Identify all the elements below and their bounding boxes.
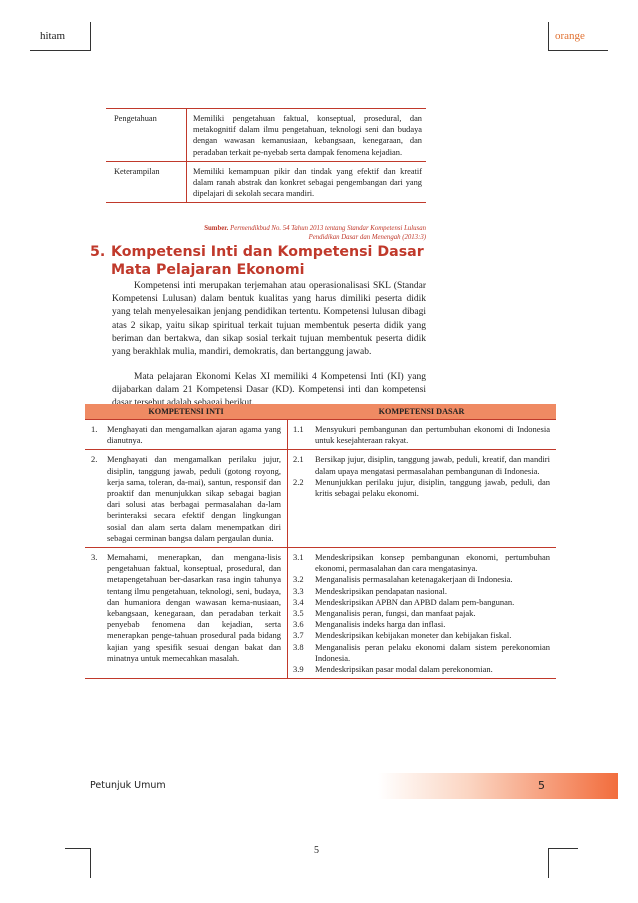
kd-item xyxy=(293,608,550,619)
kd-text: Mendeskripsikan APBN dan APBD dalam pem-bangunan. xyxy=(315,596,515,607)
ki-text: Menghayati dan mengamalkan ajaran agama yang dianutnya. xyxy=(107,424,281,446)
kd-number: 3.1 xyxy=(293,552,304,563)
table-header xyxy=(85,404,556,419)
ki-text: Menghayati dan mengamalkan perilaku jujur, disiplin, tanggung jawab, peduli (gotong royong, kerja sama, toleran, da-mai), santun, responsif dan proaktif dan menunjukkan sikap sebagai bagian dari solusi atas berbagai permasalahan da-lam berinteraksi secara efektif dengan lingkungan sosial dan alam serta dalam menempatkan diri sebagai cerminan bangsa dalam pergaulan dunia. xyxy=(107,454,281,543)
kd-number: 3.4 xyxy=(293,596,304,607)
kd-item xyxy=(293,642,550,664)
kd-item xyxy=(293,477,550,499)
kd-number: 3.8 xyxy=(293,641,304,652)
kd-text: Mendeskripsikan kebijakan moneter dan kebijakan fiskal. xyxy=(315,630,512,641)
table-row xyxy=(106,161,426,203)
footer-section-label: Petunjuk Umum xyxy=(90,780,166,791)
kd-text: Menganalisis peran, fungsi, dan manfaat pajak. xyxy=(315,608,476,619)
row-label: Pengetahuan xyxy=(114,114,157,123)
kd-item xyxy=(293,630,550,641)
kd-text: Menganalisis permasalahan ketenagakerjaan di Indonesia. xyxy=(315,574,513,585)
page-number: 5 xyxy=(314,845,319,856)
header-kompetensi-inti: KOMPETENSI INTI xyxy=(148,407,224,416)
kd-number: 3.3 xyxy=(293,585,304,596)
header-kompetensi-dasar: KOMPETENSI DASAR xyxy=(378,407,465,416)
section-number: 5. xyxy=(90,244,106,260)
ki-number: 3. xyxy=(91,552,98,563)
kd-item xyxy=(293,597,550,608)
source-text: Permendikbud No. 54 Tahun 2013 tentang Standar Kompetensi Lulusan Pendidikan Dasar dan Menengah (2013:3) xyxy=(230,225,426,241)
kd-number: 2.1 xyxy=(293,454,304,465)
kd-text: Bersikap jujur, disiplin, tanggung jawab, peduli, kreatif, dan mandiri dalam upaya mengatasi permasalahan pembangunan di Indonesia. xyxy=(315,454,550,476)
kd-text: Mendeskripsikan konsep pembangunan ekonomi, pertumbuhan ekonomi, permasalahan dan cara mengatasinya. xyxy=(315,552,550,574)
kd-text: Menunjukkan perilaku jujur, disiplin, tanggung jawab, peduli, dan kritis sebagai pelaku ekonomi. xyxy=(315,476,550,499)
row-text: Memiliki kemampuan pikir dan tindak yang efektif dan kreatif dalam ranah abstrak dan konkret sebagai pengembangan dari yang dipelajari di sekolah secara mandiri. xyxy=(186,162,426,203)
color-tag-orange: orange xyxy=(555,30,585,42)
kd-number: 3.2 xyxy=(293,574,304,585)
table-row xyxy=(85,449,556,547)
intro-paragraph-1 xyxy=(112,280,426,359)
kd-item xyxy=(293,619,550,630)
row-text: Memiliki pengetahuan faktual, konseptual, prosedural, dan metakognitif dalam ilmu pengetahuan, teknologi seni dan budaya dengan wawasan kemanusiaan, kebangsaan, kenegaraan, dan peradaban terkait pe-nyebab serta dampak fenomena kejadian. xyxy=(186,109,426,161)
kd-text: Mensyukuri pembangunan dan pertumbuhan ekonomi di Indonesia untuk kesejahteraan rakyat. xyxy=(315,424,550,446)
kd-number: 3.5 xyxy=(293,608,304,619)
ki-number: 1. xyxy=(91,424,98,434)
ki-text: Memahami, menerapkan, dan mengana-lisis pengetahuan faktual, konseptual, prosedural, dan metapengetahuan ber-dasarkan rasa ingin tahunya tentang ilmu pengetahuan, teknologi, seni, budaya, dan humaniora dengan wawasan kema-nusiaan, kebangsaan, kenegaraan, dan peradaban terkait penyebab fenomena dan kejadian, serta menerapkan penge-tahuan prosedural pada bidang kajian yang spesifik sesuai dengan bakat dan minatnya untuk memecahkan masalah. xyxy=(107,552,281,663)
kd-item xyxy=(293,424,550,446)
table-row xyxy=(85,547,556,678)
kd-item xyxy=(293,574,550,585)
kd-text: Menganalisis indeks harga dan inflasi. xyxy=(315,619,446,630)
kd-text: Menganalisis peran pelaku ekonomi dalam sistem perekonomian Indonesia. xyxy=(315,641,550,663)
kd-number: 3.9 xyxy=(293,664,304,675)
kd-text: Mendeskripsikan pasar modal dalam perekonomian. xyxy=(315,664,493,675)
paragraph-text: Kompetensi inti merupakan terjemahan atau operasionalisasi SKL (Standar Kompetensi Lulusan) dalam bentuk kualitas yang harus dimiliki peserta didik yang telah menyelesaikan jenjang pendidikan tertentu. Kompetensi lulusan dibagi atas 2 sikap, yaitu sikap spiritual terkait tujuan membentuk peserta didik yang beriman dan bertakwa, dan sikap sosial terkait tujuan membentuk peserta didik yang berakhlak mulia, mandiri, demokratis, dan bertanggung jawab. xyxy=(112,281,426,358)
kd-number: 1.1 xyxy=(293,424,304,434)
kd-item xyxy=(293,586,550,597)
row-label: Keterampilan xyxy=(114,166,160,176)
kd-item xyxy=(293,454,550,476)
kd-number: 3.7 xyxy=(293,630,304,641)
competency-table xyxy=(85,404,556,679)
paragraph-text: Mata pelajaran Ekonomi Kelas XI memiliki 4 Kompetensi Inti (KI) yang dijabarkan dalam 21 Kompetensi Dasar (KD). Kompetensi inti dan kompetensi xyxy=(112,372,426,396)
kd-item xyxy=(293,552,550,574)
kd-number: 3.6 xyxy=(293,619,304,630)
source-citation xyxy=(200,224,426,242)
kd-number: 2.2 xyxy=(293,476,304,487)
competency-standard-table xyxy=(106,108,426,203)
section-title: Kompetensi Inti dan Kompetensi Dasar Mata Pelajaran Ekonomi xyxy=(111,244,424,278)
ki-number: 2. xyxy=(91,454,98,465)
kd-text: Mendeskripsikan pendapatan nasional. xyxy=(315,585,447,596)
table-row xyxy=(85,419,556,449)
footer-page-number: 5 xyxy=(538,779,545,792)
source-label: Sumber. xyxy=(204,225,229,232)
kd-item xyxy=(293,664,550,675)
table-row xyxy=(106,109,426,161)
color-tag-hitam: hitam xyxy=(40,30,66,42)
